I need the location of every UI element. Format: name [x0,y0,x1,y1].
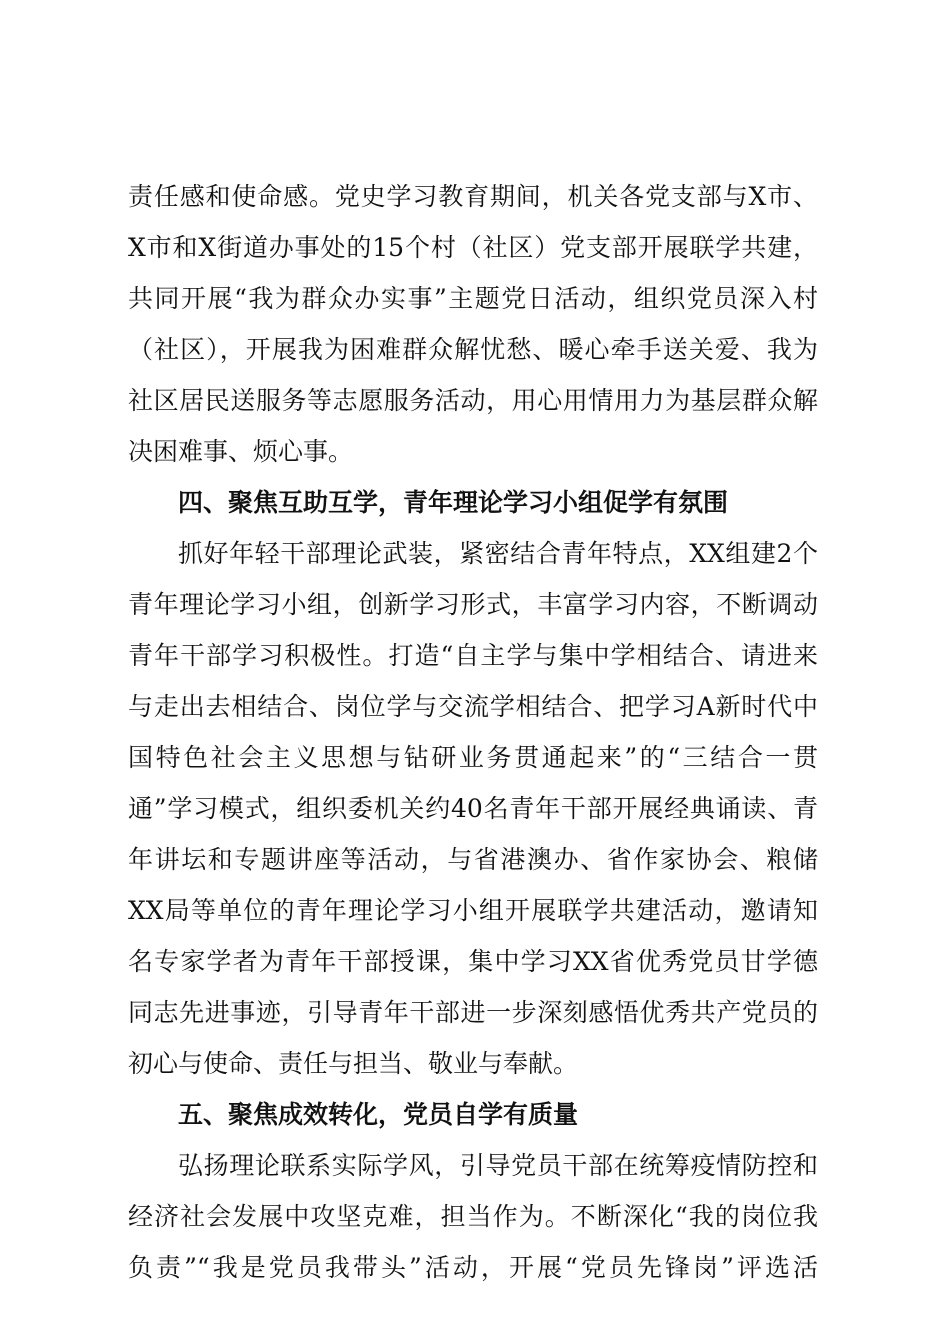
section-heading: 五、聚焦成效转化，党员自学有质量 [178,1100,579,1129]
body-text-line: 国特色社会主义思想与钻研业务贯通起来”的“三结合一贯 [128,743,818,772]
body-text-line: 责任感和使命感。党史学习教育期间，机关各党支部与X市、 [128,182,818,211]
body-text-line: 年讲坛和专题讲座等活动，与省港澳办、省作家协会、粮储 [128,845,818,874]
paragraph-first-line: 弘扬理论联系实际学风，引导党员干部在统筹疫情防控和 [178,1151,818,1180]
body-text-line: XX局等单位的青年理论学习小组开展联学共建活动，邀请知 [128,896,818,925]
body-text-line: 共同开展“我为群众办实事”主题党日活动，组织党员深入村 [128,284,818,313]
body-text-line: 通”学习模式，组织委机关约40名青年干部开展经典诵读、青 [128,794,818,823]
body-text-line: 初心与使命、责任与担当、敬业与奉献。 [128,1049,579,1078]
body-text-line: 青年理论学习小组，创新学习形式，丰富学习内容，不断调动 [128,590,818,619]
body-text-line: 名专家学者为青年干部授课，集中学习XX省优秀党员甘学德 [128,947,818,976]
paragraph-first-line: 抓好年轻干部理论武装，紧密结合青年特点，XX组建2个 [178,539,818,568]
body-text-line: 经济社会发展中攻坚克难，担当作为。不断深化“我的岗位我 [128,1202,818,1231]
body-text-line: 同志先进事迹，引导青年干部进一步深刻感悟优秀共产党员的 [128,998,818,1027]
body-text-line: 与走出去相结合、岗位学与交流学相结合、把学习A新时代中 [128,692,818,721]
section-heading: 四、聚焦互助互学，青年理论学习小组促学有氛围 [178,488,729,517]
body-text-line: 决困难事、烦心事。 [128,437,354,466]
body-text-line: 青年干部学习积极性。打造“自主学与集中学相结合、请进来 [128,641,818,670]
body-text-line: X市和X街道办事处的15个村（社区）党支部开展联学共建， [128,233,818,262]
body-text-line: 社区居民送服务等志愿服务活动，用心用情用力为基层群众解 [128,386,818,415]
body-text-line: （社区），开展我为困难群众解忧愁、暖心牵手送关爱、我为 [128,335,818,364]
body-text-line: 负责”“我是党员我带头”活动，开展“党员先锋岗”评选活 [128,1253,818,1282]
